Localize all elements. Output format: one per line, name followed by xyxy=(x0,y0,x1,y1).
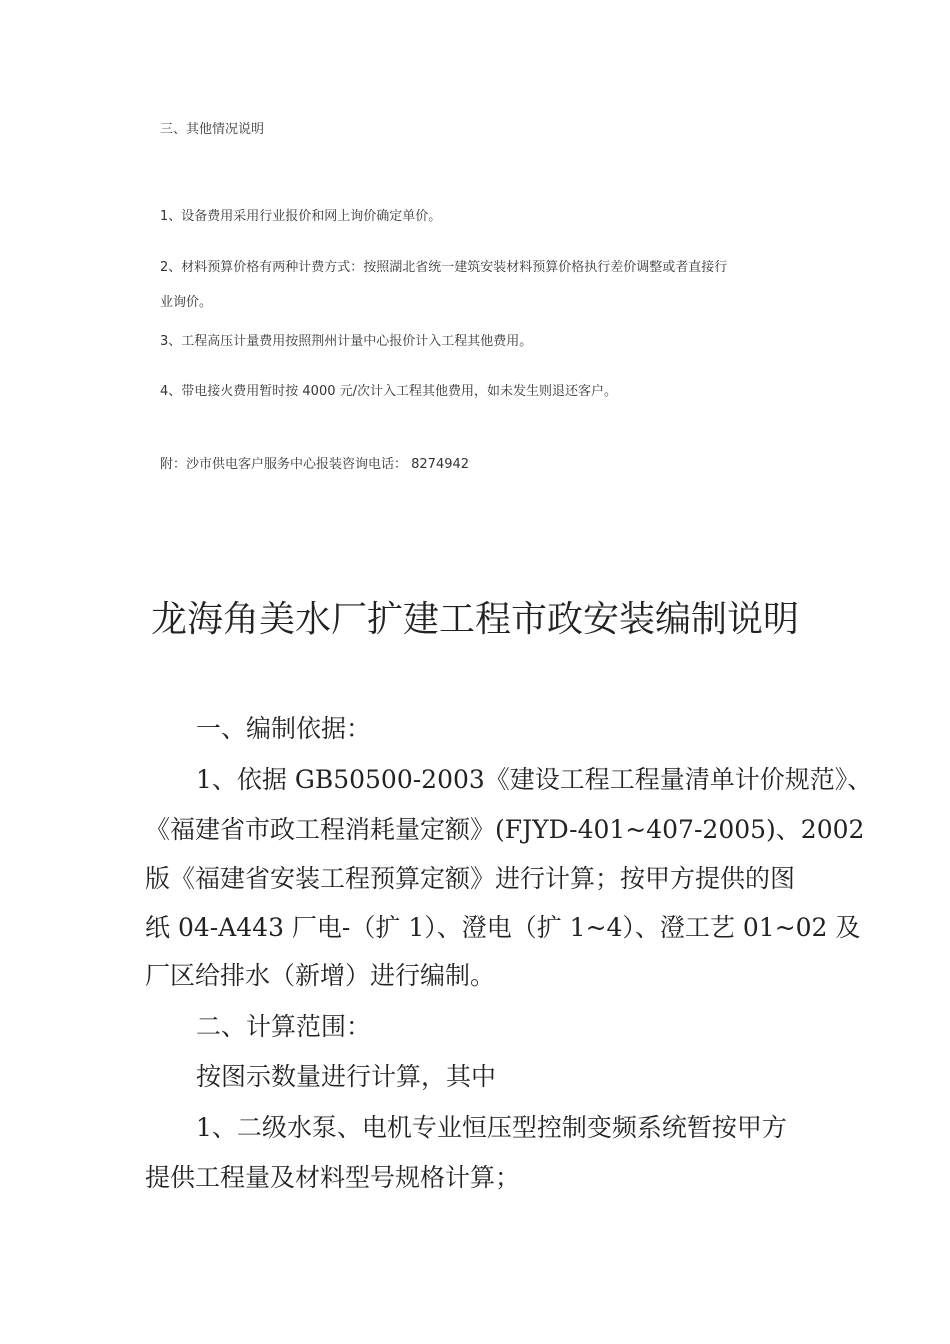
contact-phone-note: 附：沙市供电客户服务中心报装咨询电话： 8274942 xyxy=(160,457,470,472)
scope-heading: 二、计算范围： xyxy=(196,1012,372,1041)
scope-intro: 按图示数量进行计算，其中 xyxy=(196,1062,497,1091)
basis-line-2: 《福建省市政工程消耗量定额》(FJYD-401~407-2005)、2002 xyxy=(145,815,865,844)
document-title: 龙海角美水厂扩建工程市政安装编制说明 xyxy=(150,599,799,640)
basis-heading: 一、编制依据： xyxy=(196,714,372,743)
other-item-1: 1、设备费用采用行业报价和网上询价确定单价。 xyxy=(160,209,442,224)
scope-item-1-line-2: 提供工程量及材料型号规格计算； xyxy=(145,1163,521,1192)
basis-line-5: 厂区给排水（新增）进行编制。 xyxy=(145,961,496,990)
basis-line-1: 1、依据 GB50500-2003《建设工程工程量清单计价规范》、 xyxy=(196,765,873,794)
basis-line-3: 版《福建省安装工程预算定额》进行计算；按甲方提供的图 xyxy=(145,864,796,893)
other-item-2-line-2: 业询价。 xyxy=(160,295,213,310)
other-item-2-line-1: 2、材料预算价格有两种计费方式：按照湖北省统一建筑安装材料预算价格执行差价调整或者直接行 xyxy=(160,260,728,275)
other-section-heading: 三、其他情况说明 xyxy=(160,122,265,137)
scope-item-1-line-1: 1、二级水泵、电机专业恒压型控制变频系统暂按甲方 xyxy=(196,1113,787,1142)
other-item-3: 3、工程高压计量费用按照荆州计量中心报价计入工程其他费用。 xyxy=(160,334,533,349)
basis-line-4: 纸 04-A443 厂电-（扩 1）、澄电（扩 1~4）、澄工艺 01~02 及 xyxy=(145,913,861,942)
other-item-4: 4、带电接火费用暂时按 4000 元/次计入工程其他费用，如未发生则退还客户。 xyxy=(160,384,617,399)
